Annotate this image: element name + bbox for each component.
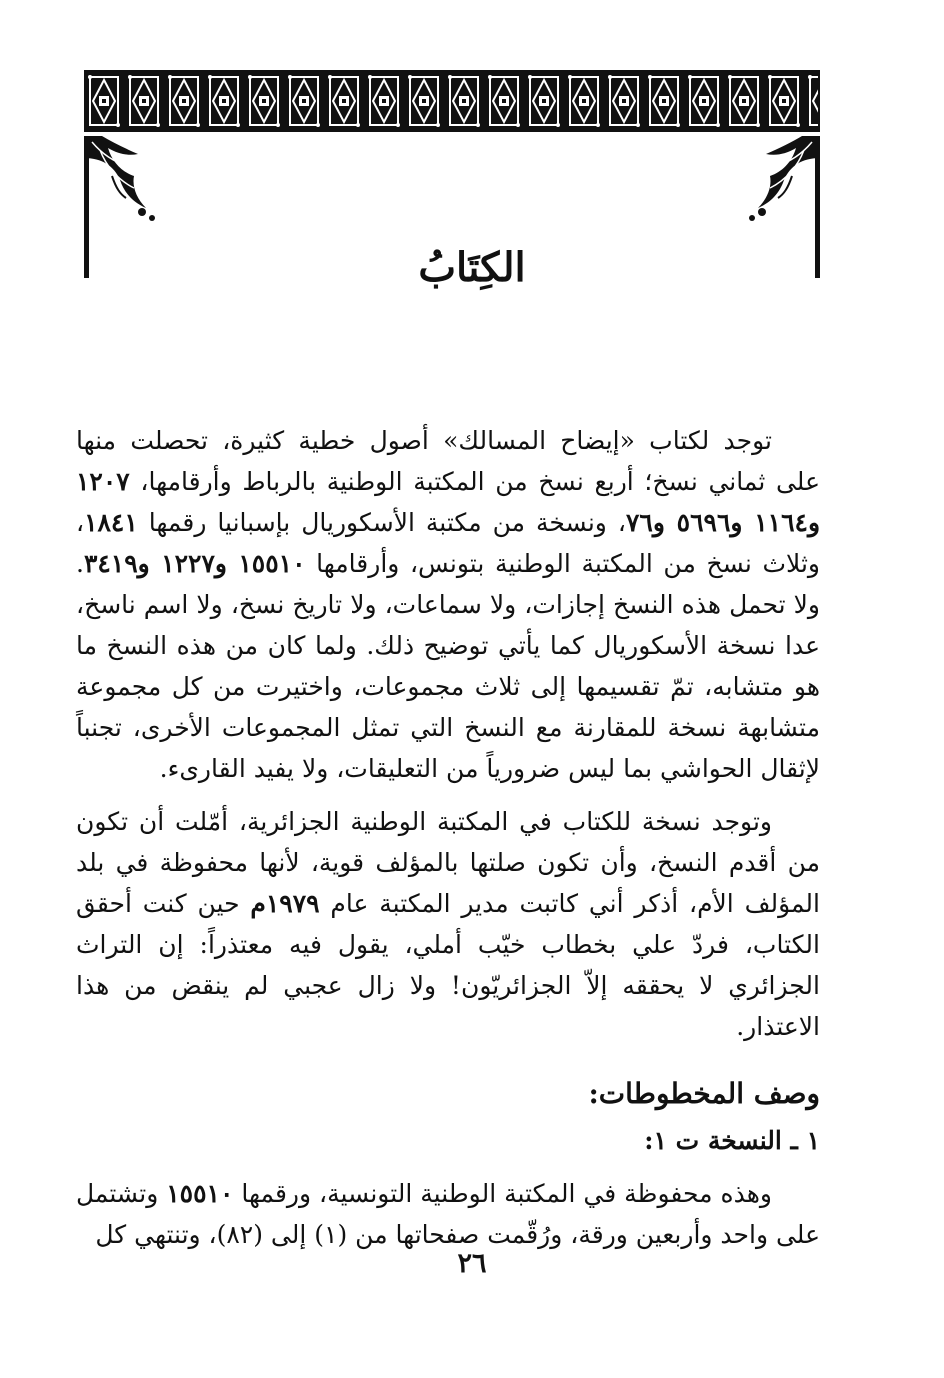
subsection-heading: ١ ـ النسخة ت ١: [644, 1126, 820, 1155]
ornamental-band [84, 70, 820, 132]
right-corner-ornament [732, 136, 820, 224]
page-body [76, 420, 820, 1255]
section-heading: وصف المخطوطات: [588, 1077, 820, 1110]
left-corner-ornament [84, 136, 172, 224]
paragraph-manuscript-description: وهذه محفوظة في المكتبة الوطنية التونسية، ورقمها ١٥٥١٠ وتشتمل على واحد وأربعين ورقة، ورُقّمت صفحاتها من (١) إلى (٨٢)، وتنتهي كل [76, 1179, 820, 1249]
paragraph-algerian-copy: وتوجد نسخة للكتاب في المكتبة الوطنية الجزائرية، أمّلت أن تكون من أقدم النسخ، وأن تكون صلتها بالمؤلف قوية، لأنها محفوظة في بلد المؤلف الأم، أذكر أني كاتبت مدير المكتبة عام ١٩٧٩م حين كنت أحقق الكتاب، فردّ علي بخطاب خيّب أملي، يقول فيه معتذراً: إن التراث الجزائري لا يحققه إلاّ الجزائريّون! ولا زال عجبي لم ينقض من هذا الاعتذار. [76, 807, 821, 1041]
page-number: ٢٦ [457, 1248, 487, 1279]
paragraph-manuscripts-intro: توجد لكتاب «إيضاح المسالك» أصول خطية كثيرة، تحصلت منها على ثماني نسخ؛ أربع نسخ من المكتبة الوطنية بالرباط وأرقامها، ١٢٠٧ و١١٦٤ و٥٦٩٦ و٧٦، ونسخة من مكتبة الأسكوريال بإسبانيا رقمها ١٨٤١، وثلاث نسخ من المكتبة الوطنية بتونس، وأرقامها ١٥٥١٠ و١٢٢٧ و٣٤١٩. ولا تحمل هذه النسخ إجازات، ولا سماعات، ولا تاريخ نسخ، ولا اسم ناسخ، عدا نسخة الأسكوريال كما يأتي توضيح ذلك. ولما كان من هذه النسخ ما هو متشابه، تمّ تقسيمها إلى ثلاث مجموعات، واختيرت من كل مجموعة متشابهة نسخة للمقارنة مع النسخ التي تمثل المجموعات الأخرى، تجنباً لإثقال الحواشي بما ليس ضرورياً من التعليقات، ولا يفيد القارىء. [76, 426, 821, 783]
chapter-title: الكِتَابُ [418, 244, 526, 291]
